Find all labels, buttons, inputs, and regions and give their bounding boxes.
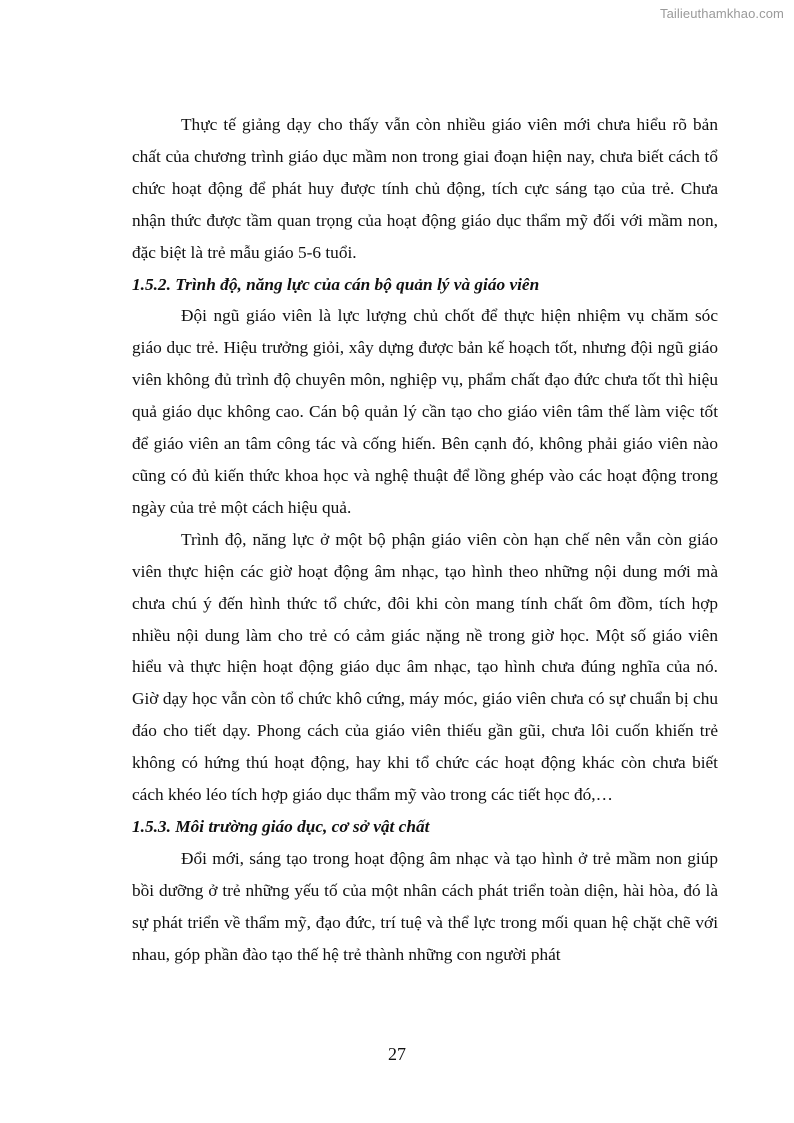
section-heading-1-5-2: 1.5.2. Trình độ, năng lực của cán bộ quản lý và giáo viên: [132, 274, 540, 294]
paragraph: Đổi mới, sáng tạo trong hoạt động âm nhạc và tạo hình ở trẻ mầm non giúp bồi dưỡng ở trẻ những yếu tố của một nhân cách phát triển toàn diện, hài hòa, đó là sự phát triển về thẩm mỹ, đạo đức, trí tuệ và thể lực trong mối quan hệ chặt chẽ với nhau, góp phần đào tạo thế hệ trẻ thành những con người phát: [132, 848, 718, 964]
paragraph: Trình độ, năng lực ở một bộ phận giáo viên còn hạn chế nên vẫn còn giáo viên thực hiện các giờ hoạt động âm nhạc, tạo hình theo những nội dung mới mà chưa chú ý đến hình thức tổ chức, đôi khi còn mang tính chất ôm đồm, tích hợp nhiều nội dung làm cho trẻ có cảm giác nặng nề trong giờ học. Một số giáo viên hiểu và thực hiện hoạt động giáo dục âm nhạc, tạo hình chưa đúng nghĩa của nó. Giờ dạy học vẫn còn tổ chức khô cứng, máy móc, giáo viên chưa có sự chuẩn bị chu đáo cho tiết dạy. Phong cách của giáo viên thiếu gần gũi, chưa lôi cuốn khiến trẻ không có hứng thú hoạt động, hay khi tổ chức các hoạt động khác còn chưa biết cách khéo léo tích hợp giáo dục thẩm mỹ vào trong các tiết học đó,…: [132, 529, 718, 805]
section-heading-1-5-3: 1.5.3. Môi trường giáo dục, cơ sở vật chất: [132, 816, 430, 836]
paragraph: Thực tế giảng dạy cho thấy vẫn còn nhiều giáo viên mới chưa hiểu rõ bản chất của chương trình giáo dục mầm non trong giai đoạn hiện nay, chưa biết cách tổ chức hoạt động để phát huy được tính chủ động, tích cực sáng tạo của trẻ. Chưa nhận thức được tầm quan trọng của hoạt động giáo dục thẩm mỹ đối với mầm non, đặc biệt là trẻ mẫu giáo 5-6 tuổi.: [132, 115, 718, 262]
page-number: 27: [388, 1044, 406, 1064]
paragraph: Đội ngũ giáo viên là lực lượng chủ chốt để thực hiện nhiệm vụ chăm sóc giáo dục trẻ. Hiệu trưởng giỏi, xây dựng được bản kế hoạch tốt, nhưng đội ngũ giáo viên không đủ trình độ chuyên môn, nghiệp vụ, phẩm chất đạo đức chưa tốt thì hiệu quả giáo dục không cao. Cán bộ quản lý cần tạo cho giáo viên tâm thế làm việc tốt để giáo viên an tâm công tác và cống hiến. Bên cạnh đó, không phải giáo viên nào cũng có đủ kiến thức khoa học và nghệ thuật để lồng ghép vào các hoạt động trong ngày của trẻ một cách hiệu quả.: [132, 306, 718, 517]
watermark: Tailieuthamkhao.com: [659, 6, 784, 21]
page-body: [132, 109, 718, 970]
